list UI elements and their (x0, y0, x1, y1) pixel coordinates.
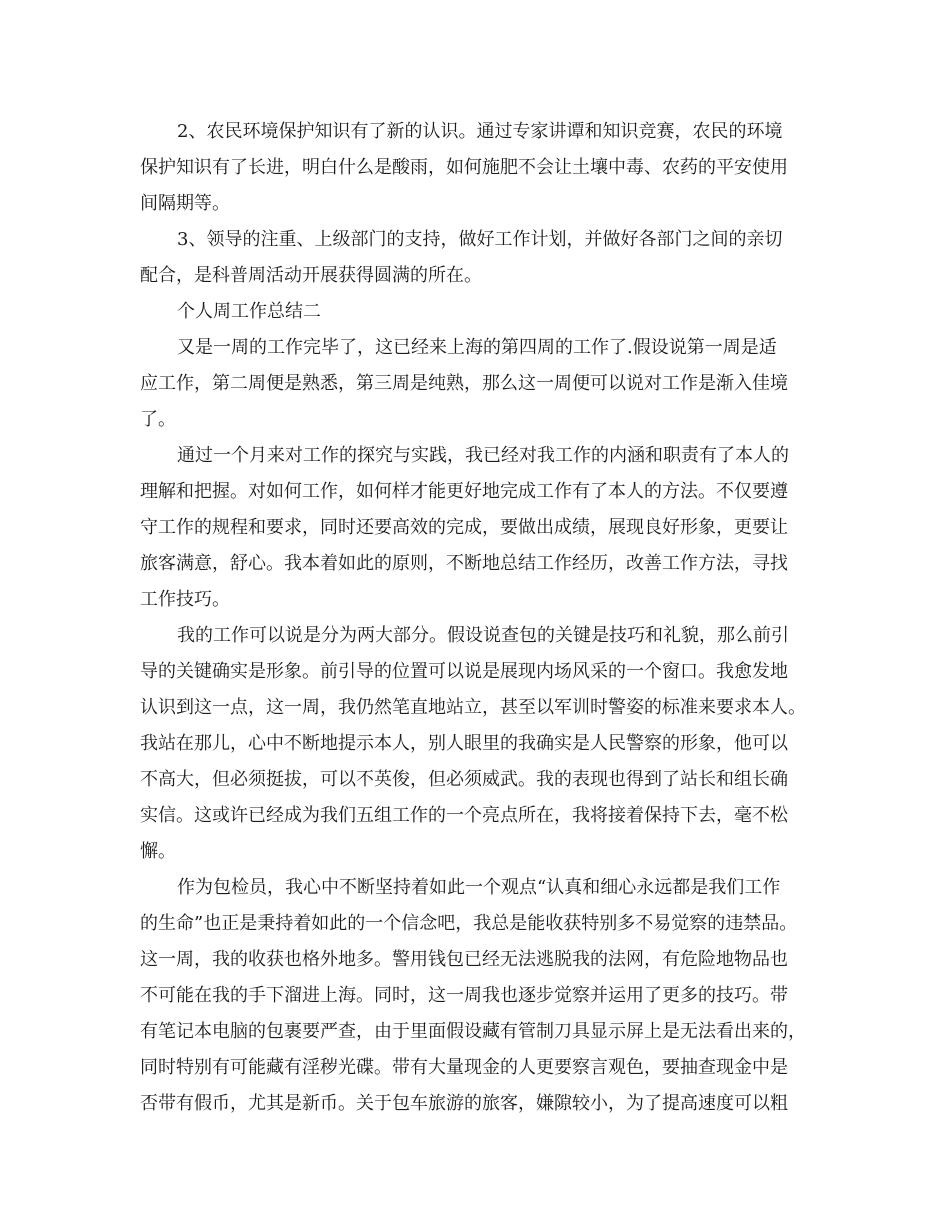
text-line: 旅客满意，舒心。我本着如此的原则，不断地总结工作经历，改善工作方法，寻找 (140, 553, 788, 574)
section-heading: 个人周工作总结二 (177, 301, 321, 322)
text-line: 我站在那儿，心中不断地提示本人，别人眼里的我确实是人民警察的形象，他可以 (140, 733, 788, 754)
text-line: 了。 (140, 409, 176, 430)
text-line: 懈。 (140, 841, 176, 862)
text-line: 配合，是科普周活动开展获得圆满的所在。 (140, 265, 482, 286)
text-line: 理解和把握。对如何工作，如何样才能更好地完成工作有了本人的方法。不仅要遵 (140, 481, 788, 502)
text-line: 应工作，第二周便是熟悉，第三周是纯熟，那么这一周便可以说对工作是渐入佳境 (140, 373, 788, 394)
text-line: 我的工作可以说是分为两大部分。假设说查包的关键是技巧和礼貌，那么前引 (177, 625, 789, 646)
text-line: 不可能在我的手下溜进上海。同时，这一周我也逐步觉察并运用了更多的技巧。带 (140, 985, 788, 1006)
text-line: 作为包检员，我心中不断坚持着如此一个观点“认真和细心永远都是我们工作 (177, 877, 781, 898)
text-line: 有笔记本电脑的包裹要严查，由于里面假设藏有管制刀具显示屏上是无法看出来的， (140, 1021, 806, 1042)
text-line: 不高大，但必须挺拔，可以不英俊，但必须威武。我的表现也得到了站长和组长确 (140, 769, 788, 790)
text-line: 3、领导的注重、上级部门的支持，做好工作计划，并做好各部门之间的亲切 (177, 229, 783, 250)
text-line: 导的关键确实是形象。前引导的位置可以说是展现内场风采的一个窗口。我愈发地 (140, 661, 788, 682)
text-line: 这一周，我的收获也格外地多。警用钱包已经无法逃脱我的法网，有危险地物品也 (140, 949, 788, 970)
text-line: 2、农民环境保护知识有了新的认识。通过专家讲谭和知识竞赛，农民的环境 (177, 121, 783, 142)
text-line: 又是一周的工作完毕了，这已经来上海的第四周的工作了.假设说第一周是适 (177, 337, 777, 358)
text-line: 通过一个月来对工作的探究与实践，我已经对我工作的内涵和职责有了本人的 (177, 445, 789, 466)
text-line: 工作技巧。 (140, 589, 230, 610)
text-line: 同时特别有可能藏有淫秽光碟。带有大量现金的人更要察言观色，要抽查现金中是 (140, 1057, 788, 1078)
text-line: 否带有假币，尤其是新币。关于包车旅游的旅客，嫌隙较小，为了提高速度可以粗 (140, 1093, 788, 1114)
text-line: 认识到这一点，这一周，我仍然笔直地站立，甚至以军训时警姿的标准来要求本人。 (140, 697, 806, 718)
text-line: 间隔期等。 (140, 193, 230, 214)
text-line: 保护知识有了长进，明白什么是酸雨，如何施肥不会让土壤中毒、农药的平安使用 (140, 157, 788, 178)
text-line: 的生命”也正是秉持着如此的一个信念吧，我总是能收获特别多不易觉察的违禁品。 (140, 913, 798, 934)
text-line: 实信。这或许已经成为我们五组工作的一个亮点所在，我将接着保持下去，毫不松 (140, 805, 788, 826)
text-line: 守工作的规程和要求，同时还要高效的完成，要做出成绩，展现良好形象，更要让 (140, 517, 788, 538)
